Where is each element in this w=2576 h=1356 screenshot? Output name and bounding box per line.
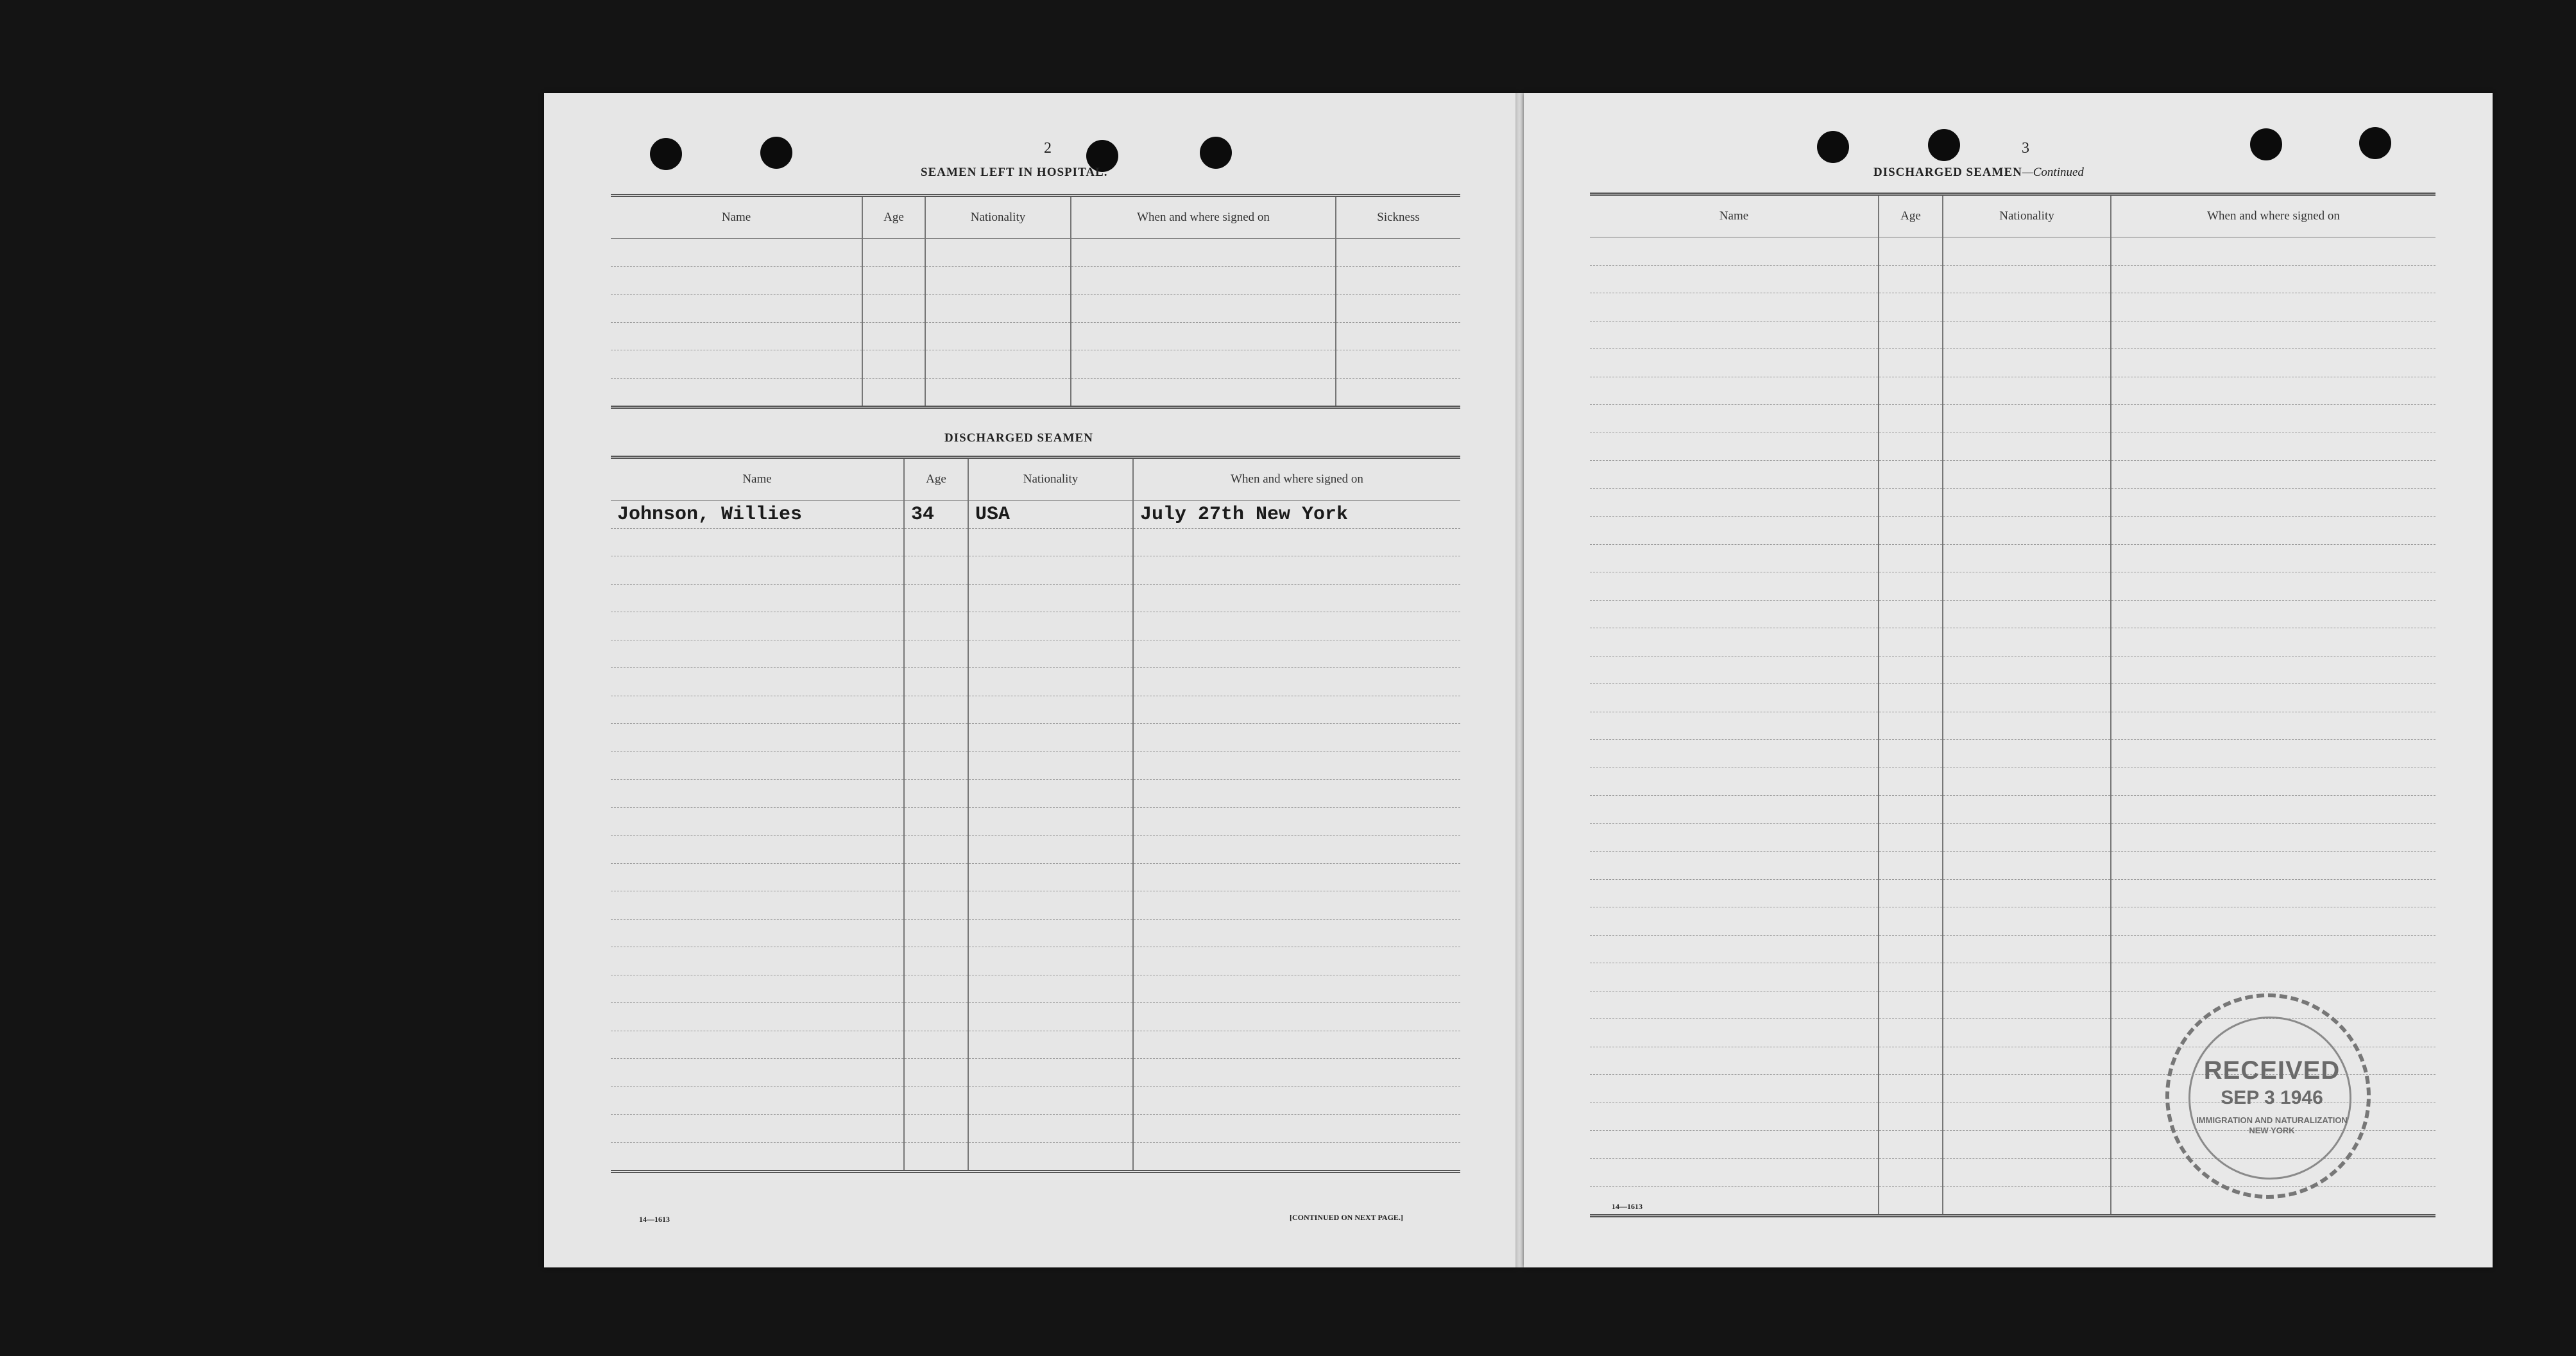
table-row xyxy=(611,975,1460,1003)
table-row xyxy=(611,891,1460,920)
continued-section-title xyxy=(1873,166,2084,180)
table-row xyxy=(611,668,1460,696)
table-row xyxy=(1590,433,2435,461)
stamp-date-text: SEP 3 1946 xyxy=(2221,1087,2323,1108)
table-row xyxy=(611,836,1460,864)
column-header: Age xyxy=(862,196,925,239)
column-header: Nationality xyxy=(925,196,1071,239)
table-row xyxy=(611,295,1460,323)
punch-hole xyxy=(2359,127,2391,159)
table-row xyxy=(1590,740,2435,768)
page-number: 2 xyxy=(1044,140,1052,157)
table-row xyxy=(611,1003,1460,1031)
table-row xyxy=(1590,488,2435,517)
hospital-section-title: SEAMEN LEFT IN HOSPITAL. xyxy=(921,166,1108,179)
table-row xyxy=(1590,349,2435,377)
seaman-age: 34 xyxy=(911,503,935,526)
table-row xyxy=(1590,517,2435,545)
continued-note: [CONTINUED ON NEXT PAGE.] xyxy=(1290,1213,1403,1222)
table-row xyxy=(611,1115,1460,1143)
form-number: 14—1613 xyxy=(639,1215,670,1224)
table-row xyxy=(1590,684,2435,712)
table-header-row xyxy=(611,458,1460,501)
column-header: When and where signed on xyxy=(1133,458,1460,501)
table-header-row xyxy=(1590,194,2435,237)
stamp-agency-text xyxy=(2169,1115,2375,1136)
table-row xyxy=(611,1142,1460,1172)
hospital-table xyxy=(611,194,1460,409)
table-row xyxy=(611,696,1460,724)
table-row xyxy=(1590,656,2435,684)
table-row xyxy=(611,378,1460,408)
stamp-city-line: NEW YORK xyxy=(2249,1126,2295,1135)
table-row xyxy=(611,807,1460,836)
table-row xyxy=(1590,237,2435,266)
received-stamp xyxy=(2165,993,2371,1199)
section-title-suffix: —Continued xyxy=(2022,166,2084,179)
table-header-row xyxy=(611,196,1460,239)
table-row xyxy=(611,724,1460,752)
table-row xyxy=(1590,823,2435,852)
table-row xyxy=(611,350,1460,379)
table-row xyxy=(1590,265,2435,293)
seaman-name: Johnson, Willies xyxy=(617,503,803,526)
punch-hole xyxy=(650,138,682,170)
punch-hole xyxy=(760,137,792,169)
column-header: Nationality xyxy=(968,458,1133,501)
column-header: When and where signed on xyxy=(1071,196,1336,239)
table-row xyxy=(1590,628,2435,657)
stamp-agency-line: IMMIGRATION AND NATURALIZATION xyxy=(2196,1115,2348,1125)
table-row xyxy=(611,501,1460,529)
table-row xyxy=(611,919,1460,947)
table-row xyxy=(1590,544,2435,572)
stamp-received-text: RECEIVED xyxy=(2203,1056,2341,1085)
page-number: 3 xyxy=(2022,140,2029,157)
column-header: When and where signed on xyxy=(2111,194,2435,237)
table-row xyxy=(1590,879,2435,907)
table-row xyxy=(1590,405,2435,433)
table-row xyxy=(611,1059,1460,1087)
punch-hole xyxy=(1928,129,1960,161)
table-row xyxy=(611,640,1460,668)
table-row xyxy=(1590,377,2435,405)
table-row xyxy=(1590,907,2435,936)
page-fold xyxy=(1515,93,1524,1267)
table-row xyxy=(1590,712,2435,740)
discharged-table xyxy=(611,456,1460,1173)
table-row xyxy=(611,239,1460,267)
table-row xyxy=(611,1031,1460,1059)
discharged-section-title: DISCHARGED SEAMEN xyxy=(944,431,1093,445)
table-row xyxy=(611,556,1460,585)
table-row xyxy=(1590,963,2435,991)
form-number: 14—1613 xyxy=(1612,1202,1642,1211)
table-row xyxy=(611,322,1460,350)
table-row xyxy=(1590,461,2435,489)
seaman-nationality: USA xyxy=(975,503,1011,526)
table-row xyxy=(1590,600,2435,628)
table-row xyxy=(1590,321,2435,349)
table-row xyxy=(1590,572,2435,601)
table-row xyxy=(1590,1187,2435,1216)
seaman-signed-on: July 27th New York xyxy=(1140,503,1349,526)
table-row xyxy=(611,266,1460,295)
punch-hole xyxy=(1200,137,1232,169)
punch-hole xyxy=(1817,131,1849,163)
table-row xyxy=(611,584,1460,612)
column-header: Name xyxy=(611,196,862,239)
table-row xyxy=(1590,796,2435,824)
punch-hole xyxy=(2250,128,2282,160)
table-row xyxy=(611,863,1460,891)
column-header: Age xyxy=(1879,194,1943,237)
table-row xyxy=(611,1086,1460,1115)
table-row xyxy=(611,780,1460,808)
table-row xyxy=(611,612,1460,640)
table-row xyxy=(1590,852,2435,880)
table-row xyxy=(1590,935,2435,963)
table-row xyxy=(1590,293,2435,322)
table-row xyxy=(1590,768,2435,796)
column-header: Sickness xyxy=(1336,196,1460,239)
column-header: Age xyxy=(904,458,968,501)
table-row xyxy=(611,751,1460,780)
column-header: Name xyxy=(611,458,904,501)
table-row xyxy=(611,947,1460,975)
column-header: Name xyxy=(1590,194,1879,237)
column-header: Nationality xyxy=(1943,194,2111,237)
section-title-text: DISCHARGED SEAMEN xyxy=(1873,166,2022,179)
table-row xyxy=(611,528,1460,556)
